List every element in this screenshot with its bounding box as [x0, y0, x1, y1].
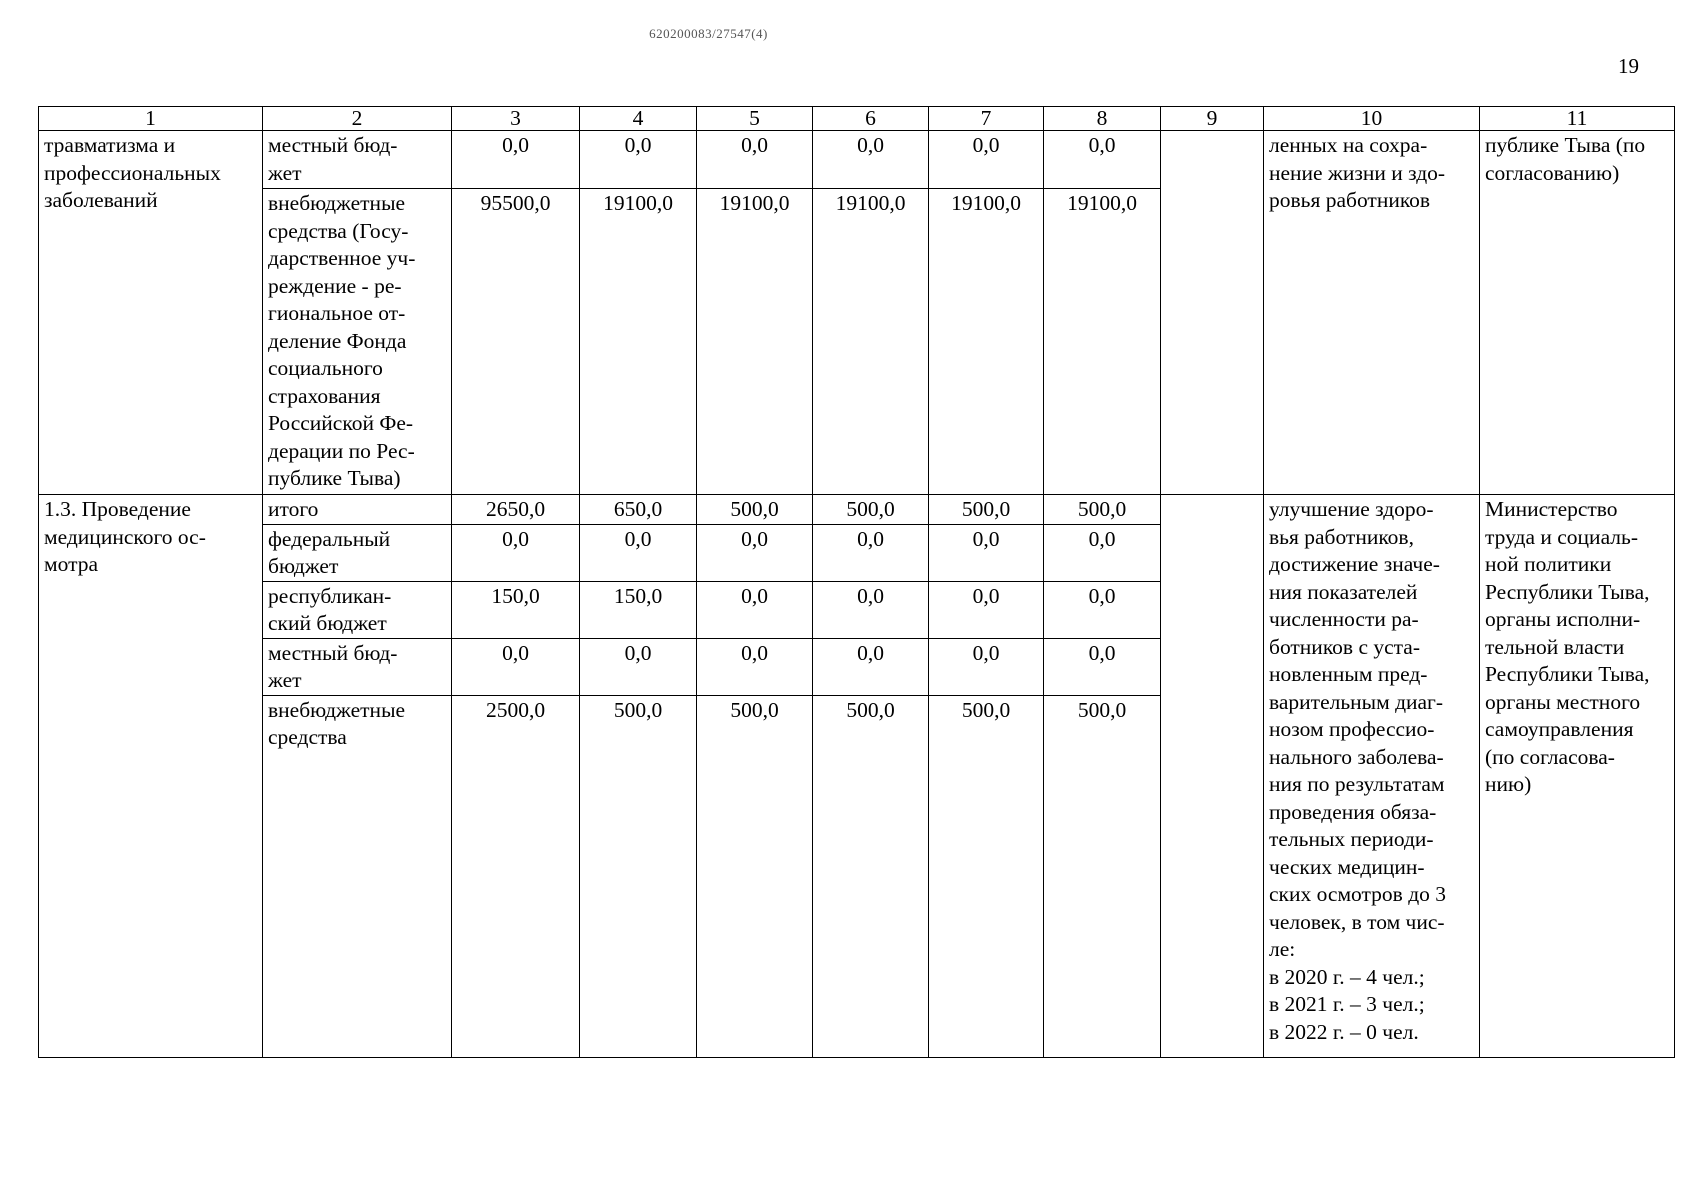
table-row — [39, 131, 1675, 189]
funding-source: федеральный бюджет — [263, 524, 452, 581]
value-cell: 0,0 — [929, 581, 1044, 638]
page-number: 19 — [1618, 54, 1639, 78]
value-cell: 500,0 — [697, 695, 813, 1057]
value-cell: 0,0 — [929, 524, 1044, 581]
col-header: 2 — [263, 107, 452, 131]
col-header: 11 — [1480, 107, 1675, 131]
funding-source: итого — [263, 495, 452, 525]
expected-result: ленных на сохра- нение жизни и здо- ровья работников — [1264, 131, 1480, 495]
table-row — [39, 495, 1675, 525]
funding-source: местный бюд- жет — [263, 638, 452, 695]
value-cell: 19100,0 — [697, 189, 813, 495]
value-cell: 0,0 — [813, 638, 929, 695]
col-header: 9 — [1161, 107, 1264, 131]
document-id: 620200083/27547(4) — [649, 26, 768, 41]
value-cell: 0,0 — [452, 131, 580, 189]
value-cell: 0,0 — [697, 638, 813, 695]
expected-result: улучшение здоро- вья работников, достижение значе- ния показателей численности ра- ботников с уста- новленным пред- варительным диаг- нозом профессио- нального заболева- ния по результатам проведения обяза- тельных периоди- ческих медицин- ских осмотров до 3 человек, в том чис- ле: в 2020 г. – 4 чел.; в 2021 г. – 3 чел.; в 2022 г. – 0 чел. — [1264, 495, 1480, 1058]
value-cell: 0,0 — [929, 131, 1044, 189]
col-header: 10 — [1264, 107, 1480, 131]
value-cell: 19100,0 — [580, 189, 697, 495]
value-cell: 150,0 — [452, 581, 580, 638]
value-cell: 0,0 — [813, 524, 929, 581]
measure-name: травматизма и профессиональных заболеваний — [39, 131, 263, 495]
empty-cell — [1161, 131, 1264, 495]
value-cell: 500,0 — [813, 695, 929, 1057]
measure-name: 1.3. Проведение медицинского ос- мотра — [39, 495, 263, 1058]
value-cell: 19100,0 — [929, 189, 1044, 495]
funding-source: внебюджетные средства — [263, 695, 452, 1057]
value-cell: 500,0 — [580, 695, 697, 1057]
value-cell: 0,0 — [813, 131, 929, 189]
col-header: 6 — [813, 107, 929, 131]
value-cell: 0,0 — [452, 524, 580, 581]
col-header: 5 — [697, 107, 813, 131]
column-number-row — [39, 107, 1675, 131]
program-table — [38, 106, 1675, 1058]
value-cell: 500,0 — [1044, 695, 1161, 1057]
executor: публике Тыва (по согласованию) — [1480, 131, 1675, 495]
value-cell: 0,0 — [580, 524, 697, 581]
value-cell: 2500,0 — [452, 695, 580, 1057]
col-header: 4 — [580, 107, 697, 131]
col-header: 8 — [1044, 107, 1161, 131]
funding-source: местный бюд- жет — [263, 131, 452, 189]
value-cell: 150,0 — [580, 581, 697, 638]
value-cell: 500,0 — [929, 495, 1044, 525]
value-cell: 0,0 — [1044, 131, 1161, 189]
value-cell: 0,0 — [697, 524, 813, 581]
value-cell: 0,0 — [697, 131, 813, 189]
value-cell: 500,0 — [1044, 495, 1161, 525]
value-cell: 0,0 — [1044, 638, 1161, 695]
empty-cell — [1161, 495, 1264, 1058]
value-cell: 0,0 — [580, 638, 697, 695]
value-cell: 2650,0 — [452, 495, 580, 525]
col-header: 1 — [39, 107, 263, 131]
value-cell: 19100,0 — [1044, 189, 1161, 495]
value-cell: 650,0 — [580, 495, 697, 525]
funding-source: республикан- ский бюджет — [263, 581, 452, 638]
value-cell: 95500,0 — [452, 189, 580, 495]
value-cell: 500,0 — [813, 495, 929, 525]
value-cell: 0,0 — [813, 581, 929, 638]
value-cell: 0,0 — [1044, 581, 1161, 638]
value-cell: 0,0 — [452, 638, 580, 695]
col-header: 7 — [929, 107, 1044, 131]
value-cell: 500,0 — [697, 495, 813, 525]
value-cell: 0,0 — [697, 581, 813, 638]
funding-source: внебюджетные средства (Госу- дарственное уч- реждение - ре- гиональное от- деление Фонда социального страхования Российской Фе- дерации по Рес- публике Тыва) — [263, 189, 452, 495]
value-cell: 0,0 — [580, 131, 697, 189]
executor: Министерство труда и социаль- ной политики Республики Тыва, органы исполни- тельной власти Республики Тыва, органы местного самоуправления (по согласова- нию) — [1480, 495, 1675, 1058]
value-cell: 0,0 — [929, 638, 1044, 695]
value-cell: 19100,0 — [813, 189, 929, 495]
col-header: 3 — [452, 107, 580, 131]
value-cell: 500,0 — [929, 695, 1044, 1057]
value-cell: 0,0 — [1044, 524, 1161, 581]
